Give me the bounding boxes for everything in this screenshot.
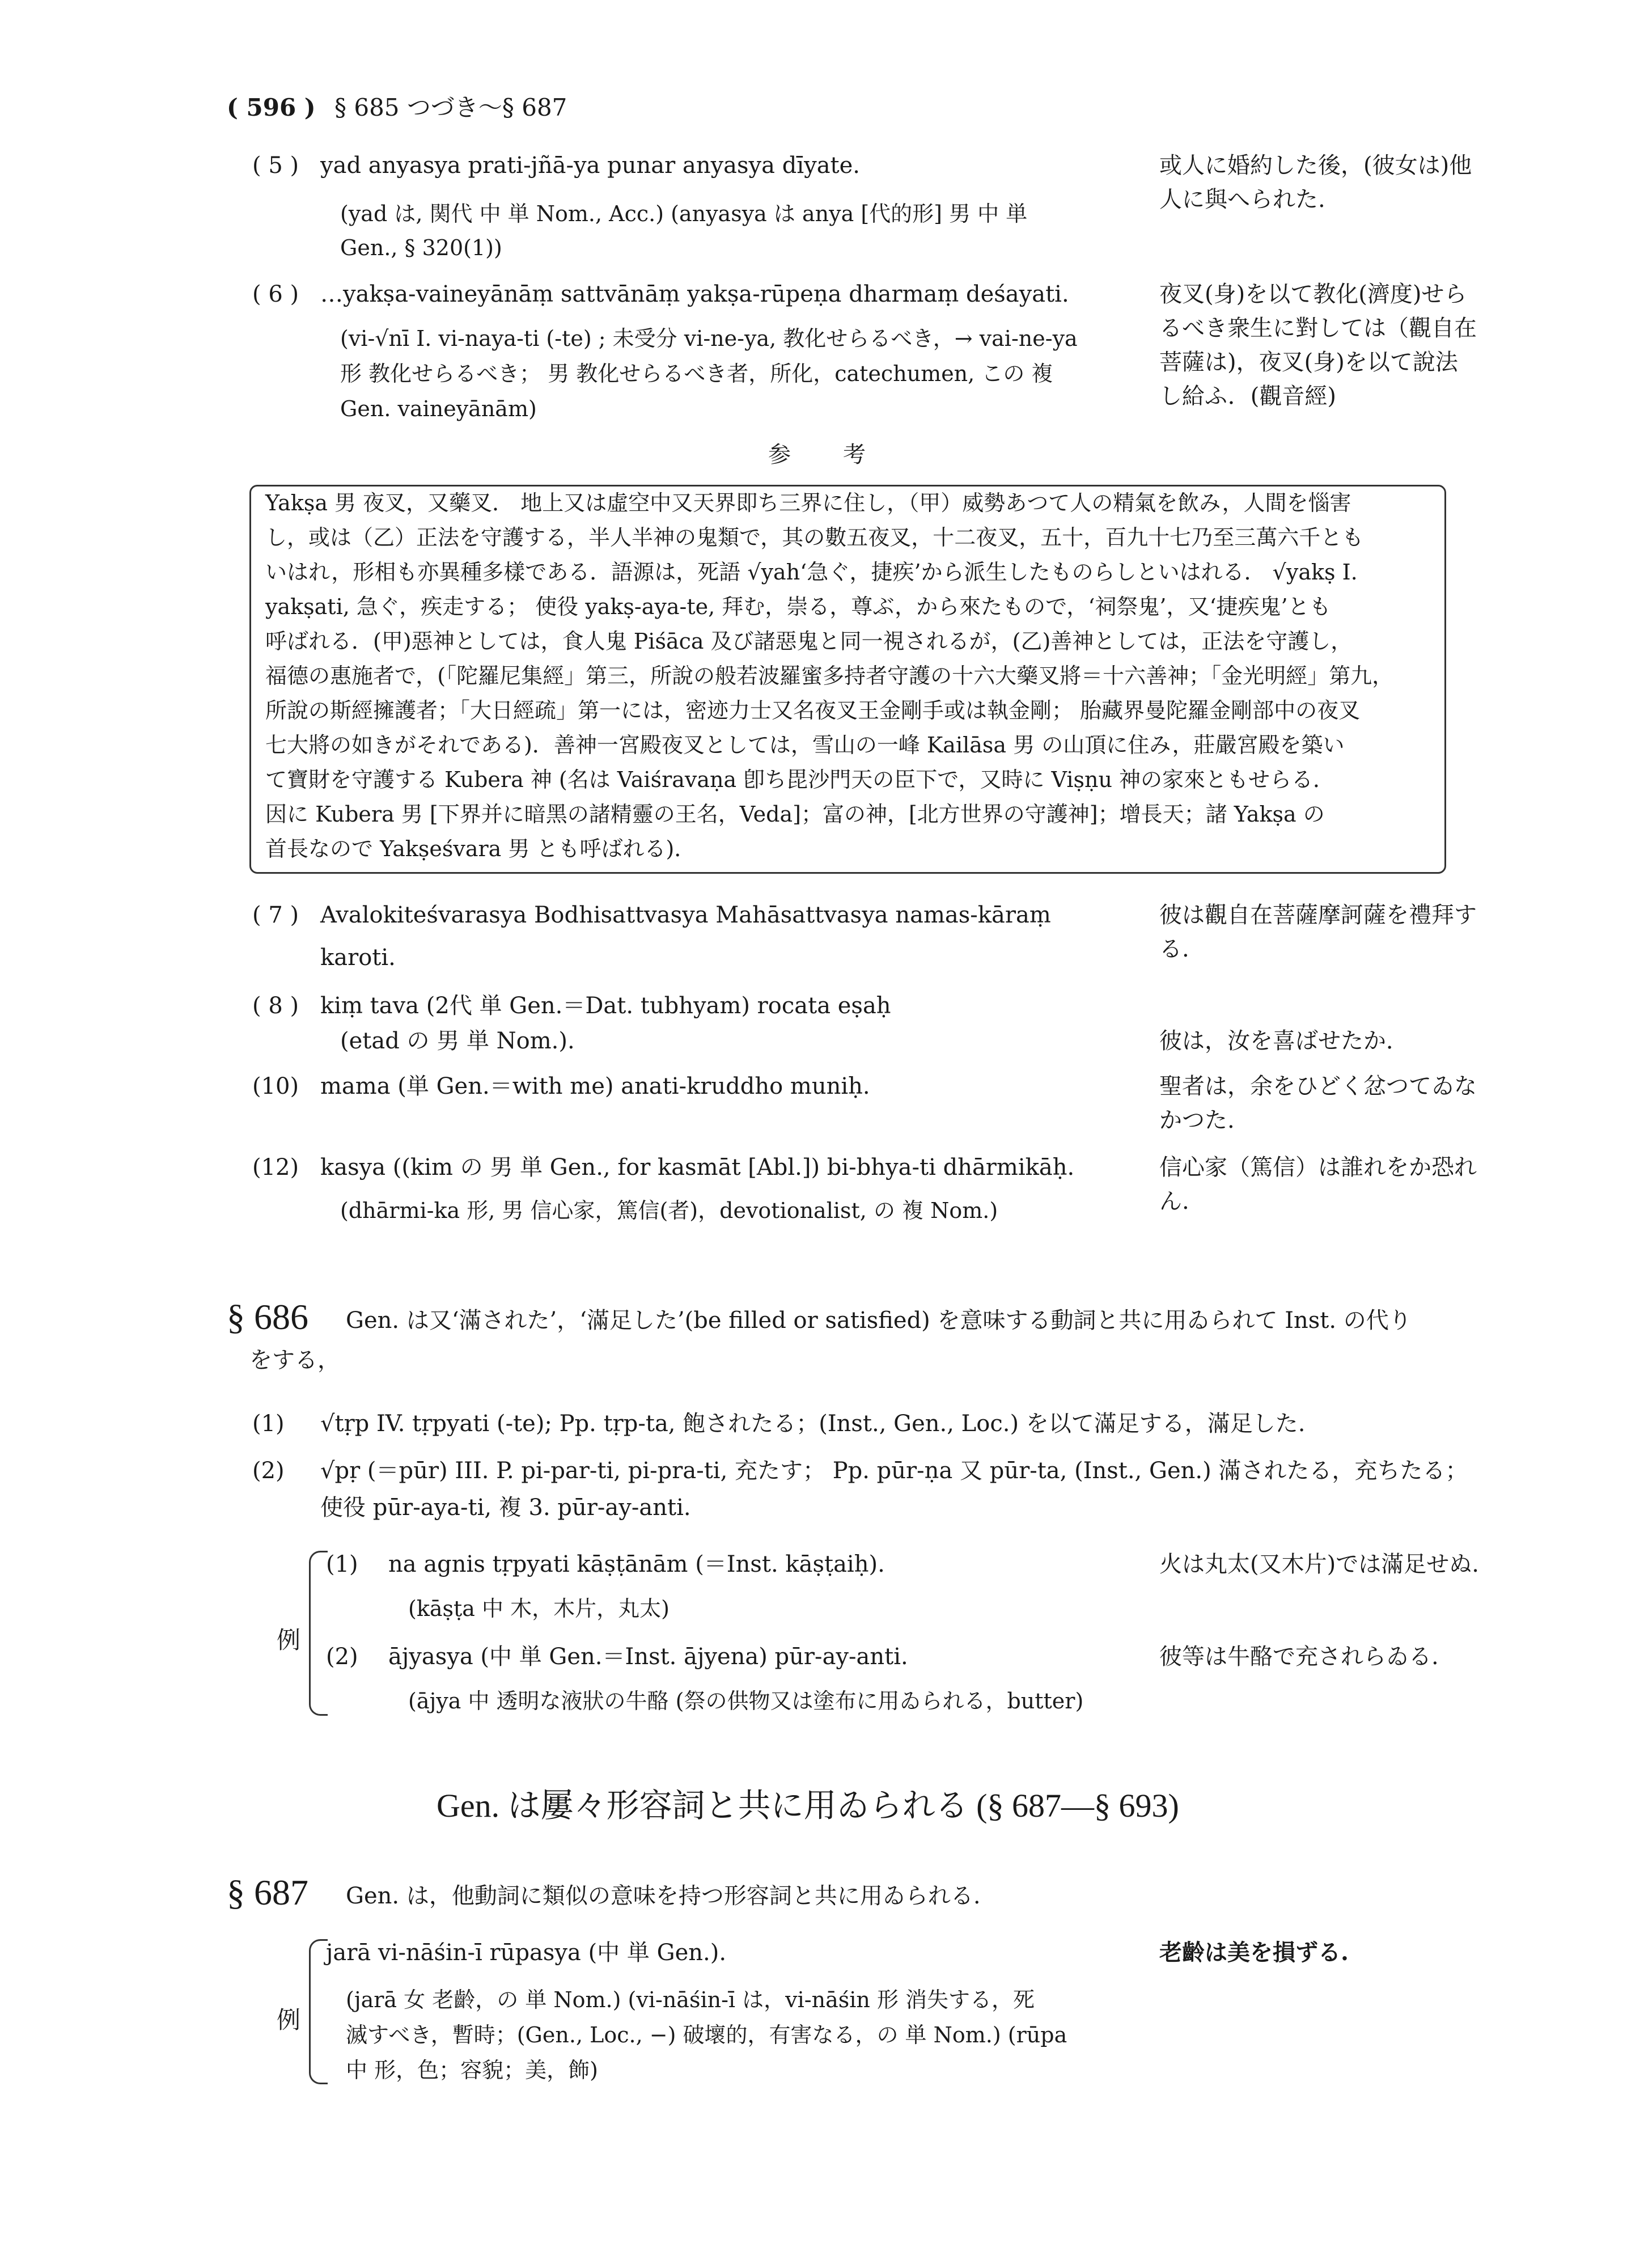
- sanskrit-line: kiṃ tava (2代 単 Gen.＝Dat. tubhyam) rocata eṣaḥ: [320, 993, 891, 1019]
- example-text: jarā vi-nāśin-ī rūpasya (中 単 Gen.).: [326, 1940, 727, 1966]
- reference-line: 因に Kubera 男 [下界并に暗黑の諸精靈の王名，Veda]；富の神，[北方世界の守護神]；增長天；諸 Yakṣa の: [265, 802, 1325, 827]
- example-text: na agnis tṛpyati kāṣṭānām (＝Inst. kāṣṭaiḥ).: [388, 1551, 885, 1577]
- translation-line: 老齡は美を損ずる.: [1159, 1939, 1349, 1966]
- example-number: (12): [252, 1154, 299, 1180]
- item-number: (1): [252, 1411, 285, 1437]
- sanskrit-line: mama (単 Gen.＝with me) anati-kruddho muniḥ.: [320, 1073, 870, 1099]
- item-number: (2): [252, 1458, 285, 1484]
- example-note: (jarā 女 老齡，の 単 Nom.) (vi-nāśin-ī は，vi-nāśin 形 消失する，死: [346, 1987, 1035, 2012]
- example-brace: [309, 1939, 328, 2084]
- section-number: § 686: [227, 1297, 308, 1337]
- translation-line: 彼は，汝を喜ばせたか．: [1159, 1028, 1409, 1054]
- translation-line: 彼等は牛酪で充されらゐる.: [1159, 1644, 1439, 1670]
- translation-line: 人に與へられた.: [1159, 187, 1325, 213]
- section-number: § 687: [227, 1872, 308, 1912]
- example-number: ( 8 ): [252, 993, 299, 1019]
- translation-line: 火は丸太(又木片)では滿足せぬ.: [1159, 1551, 1479, 1577]
- example-number: (1): [326, 1551, 358, 1577]
- example-number: (10): [252, 1073, 299, 1099]
- example-brace: [309, 1551, 328, 1716]
- example-label: 例: [277, 2006, 301, 2034]
- translation-line: る.: [1159, 936, 1189, 962]
- note-line: Gen. vaineyānām): [340, 396, 537, 421]
- sanskrit-continuation: (etad の 男 単 Nom.).: [340, 1028, 575, 1054]
- translation-line: 菩薩は)，夜叉(身)を以て說法: [1159, 349, 1458, 375]
- reference-line: 呼ばれる．(甲)惡神としては，食人鬼 Piśāca 及び諸惡鬼と同一視されるが，(乙)善神としては，正法を守護し，: [265, 629, 1353, 654]
- translation-line: 或人に婚約した後，(彼女は)他: [1159, 153, 1472, 179]
- sanskrit-continuation: karoti.: [320, 945, 396, 971]
- sanskrit-line: …yakṣa-vaineyānāṃ sattvānāṃ yakṣa-rūpeṇa dharmaṃ deśayati.: [320, 281, 1069, 307]
- note-line: Gen., § 320(1)): [340, 235, 502, 260]
- example-label: 例: [277, 1626, 301, 1654]
- translation-line: 彼は觀自在菩薩摩訶薩を禮拜す: [1159, 902, 1477, 928]
- reference-line: Yakṣa 男 夜叉，又藥叉． 地上又は虛空中又天界即ち三界に住し，（甲）威勢あつて人の精氣を飲み，人間を惱害: [265, 490, 1351, 515]
- reference-line: yakṣati, 急ぐ，疾走する； 使役 yakṣ-aya-te, 拜む，崇る，尊ぶ，から來たもので，‘祠祭鬼’，又‘捷疾鬼’とも: [265, 594, 1331, 619]
- note-line: (yad は, 関代 中 単 Nom., Acc.) (anyasya は anya [代的形] 男 中 単: [340, 201, 1028, 226]
- example-note: (ājya 中 透明な液狀の牛酪 (祭の供物又は塗布に用ゐられる，butter): [408, 1689, 1084, 1713]
- example-note: 滅すべき，暫時；(Gen., Loc., −) 破壞的，有害なる，の 単 Nom.) (rūpa: [346, 2022, 1067, 2047]
- translation-line: し給ふ．(觀音經): [1159, 383, 1337, 409]
- reference-line: し，或は（乙）正法を守護する，半人半神の鬼類で，其の數五夜叉，十二夜叉，五十，百九十七乃至三萬六千とも: [265, 525, 1364, 550]
- translation-line: 信心家（篤信）は誰れをか恐れ: [1159, 1154, 1477, 1180]
- sanskrit-continuation: (dhārmi-ka 形, 男 信心家，篤信(者)，devotionalist, の 複 Nom.): [340, 1198, 998, 1223]
- example-number: ( 7 ): [252, 902, 299, 928]
- translation-line: ん.: [1159, 1188, 1189, 1215]
- translation-line: かつた.: [1159, 1107, 1235, 1133]
- section-text: をする，: [249, 1347, 340, 1373]
- example-number: (2): [326, 1644, 358, 1670]
- example-note: (kāṣṭa 中 木，木片，丸太): [408, 1596, 670, 1621]
- translation-line: 夜叉(身)を以て教化(濟度)せら: [1159, 281, 1467, 307]
- reference-line: 首長なので Yakṣeśvara 男 とも呼ばれる)．: [265, 836, 696, 861]
- note-line: 形 教化せらるべき； 男 教化せらるべき者，所化，catechumen, この 複: [340, 361, 1053, 386]
- reference-line: 七大將の如きがそれである)．善神一宮殿夜叉としては，雪山の一峰 Kailāsa 男 の山頂に住み，莊嚴宮殿を築い: [265, 733, 1345, 758]
- reference-line: いはれ，形相も亦異種多樣である．語源は，死語 √yah‘急ぐ，捷疾’から派生したものらしといはれる． √yakṣ I.: [265, 560, 1358, 585]
- section-text: Gen. は，他動詞に類似の意味を持つ形容詞と共に用ゐられる.: [346, 1883, 981, 1909]
- translation-line: 聖者は，余をひどく忿つてゐな: [1159, 1073, 1477, 1099]
- item-continuation: 使役 pūr-aya-ti, 複 3. pūr-ay-anti.: [320, 1495, 691, 1521]
- example-number: ( 5 ): [252, 153, 299, 179]
- example-note: 中 形，色；容貌；美，飾): [346, 2058, 598, 2083]
- subheading: Gen. は屢々形容詞と共に用ゐられる (§ 687—§ 693): [437, 1787, 1179, 1824]
- item-text: √pṛ (＝pūr) III. P. pi-par-ti, pi-pra-ti, 充たす； Pp. pūr-ṇa 又 pūr-ta, (Inst., Gen.) 滿されたる，充ちたる；: [320, 1458, 1468, 1484]
- example-text: ājyasya (中 単 Gen.＝Inst. ājyena) pūr-ay-anti.: [388, 1644, 908, 1670]
- reference-line: て寶財を守護する Kubera 神 (名は Vaiśravaṇa 卽ち毘沙門天の臣下で，又時に Viṣṇu 神の家來ともせらる．: [265, 767, 1334, 792]
- section-range: § 685 つづき～§ 687: [334, 94, 567, 121]
- translation-line: るべき衆生に對しては（觀自在: [1159, 315, 1477, 341]
- example-number: ( 6 ): [252, 281, 299, 307]
- reference-heading: 参 考: [768, 442, 868, 468]
- sanskrit-line: Avalokiteśvarasya Bodhisattvasya Mahāsattvasya namas-kāraṃ: [320, 902, 1051, 928]
- note-line: (vi-√nī I. vi-naya-ti (-te) ; 未受分 vi-ne-ya, 教化せらるべき，→ vai-ne-ya: [340, 326, 1078, 351]
- item-text: √tṛp IV. tṛpyati (-te); Pp. tṛp-ta, 飽されたる；(Inst., Gen., Loc.) を以て滿足する，滿足した.: [320, 1411, 1306, 1437]
- sanskrit-line: yad anyasya prati-jñā-ya punar anyasya dīyate.: [320, 153, 861, 179]
- section-text: Gen. は又‘滿された’，‘滿足した’(be filled or satisfied) を意味する動詞と共に用ゐられて Inst. の代り: [346, 1308, 1412, 1334]
- sanskrit-line: kasya ((kim の 男 単 Gen., for kasmāt [Abl.]) bi-bhya-ti dhārmikāḥ.: [320, 1154, 1075, 1180]
- reference-line: 福德の惠施者で，(「陀羅尼集經」第三，所說の般若波羅蜜多持者守護の十六大藥叉將＝十六善神；「金光明經」第九，: [265, 663, 1394, 688]
- reference-line: 所說の斯經擁護者；「大日經疏」第一には，密迹力士又名夜叉王金剛手或は執金剛； 胎藏界曼陀羅金剛部中の夜叉: [265, 698, 1361, 723]
- page-number: ( 596 ): [227, 94, 316, 121]
